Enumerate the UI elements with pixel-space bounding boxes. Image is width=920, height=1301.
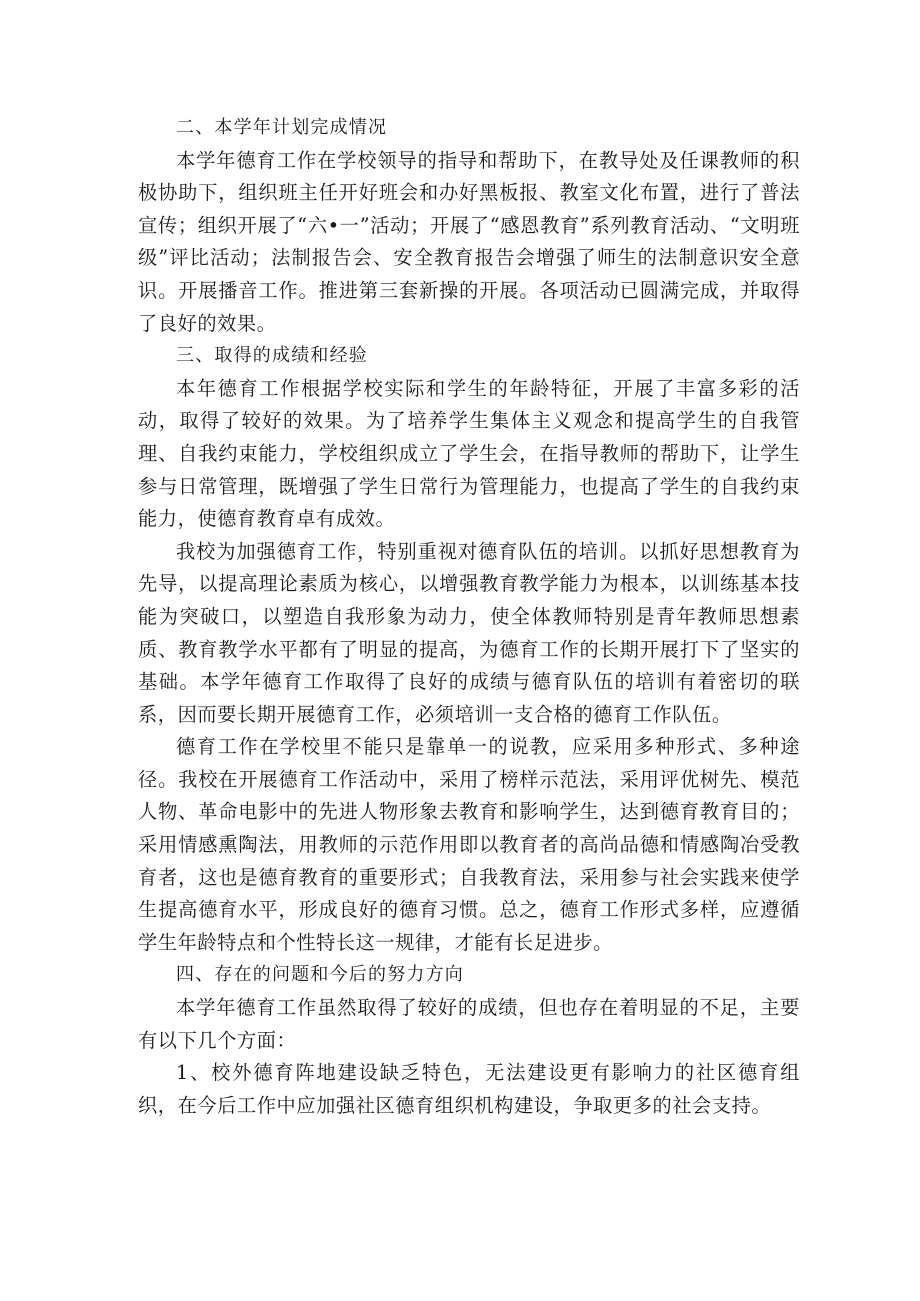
- paragraph: 1、校外德育阵地建设缺乏特色，无法建设更有影响力的社区德育组织，在今后工作中应加强社区德育组织机构建设，争取更多的社会支持。: [138, 1061, 800, 1117]
- paragraph: 本学年德育工作在学校领导的指导和帮助下，在教导处及任课教师的积极协助下，组织班主任开好班会和办好黑板报、教室文化布置，进行了普法宣传；组织开展了“六•一”活动；开展了“感恩教育”系列教育活动、“文明班级”评比活动；法制报告会、安全教育报告会增强了师生的法制意识安全意识。开展播音工作。推进第三套新操的开展。各项活动已圆满完成，并取得了良好的效果。: [138, 148, 800, 335]
- section-heading: 四、存在的问题和今后的努力方向: [176, 964, 464, 986]
- section-heading: 三、取得的成绩和经验: [176, 345, 368, 367]
- paragraph: 德育工作在学校里不能只是靠单一的说教，应采用多种形式、多种途径。我校在开展德育工作活动中，采用了榜样示范法，采用评优树先、模范人物、革命电影中的先进人物形象去教育和影响学生，达到德育教育目的；采用情感熏陶法，用教师的示范作用即以教育者的高尚品德和情感陶冶受教育者，这也是德育教育的重要形式；自我教育法，采用参与社会实践来使学生提高德育水平，形成良好的德育习惯。总之，德育工作形式多样，应遵循学生年龄特点和个性特长这一规律，才能有长足进步。: [138, 735, 800, 954]
- paragraph: 本年德育工作根据学校实际和学生的年龄特征，开展了丰富多彩的活动，取得了较好的效果。为了培养学生集体主义观念和提高学生的自我管理、自我约束能力，学校组织成立了学生会，在指导教师的帮助下，让学生参与日常管理，既增强了学生日常行为管理能力，也提高了学生的自我约束能力，使德育教育卓有成效。: [138, 376, 800, 531]
- paragraph: 我校为加强德育工作，特别重视对德育队伍的培训。以抓好思想教育为先导，以提高理论素质为核心，以增强教育教学能力为根本，以训练基本技能为突破口，以塑造自我形象为动力，使全体教师特别是青年教师思想素质、教育教学水平都有了明显的提高，为德育工作的长期开展打下了坚实的基础。本学年德育工作取得了良好的成绩与德育队伍的培训有着密切的联系，因而要长期开展德育工作，必须培训一支合格的德育工作队伍。: [138, 539, 800, 726]
- section-heading: 二、本学年计划完成情况: [176, 117, 388, 138]
- paragraph: 本学年德育工作虽然取得了较好的成绩，但也存在着明显的不足，主要有以下几个方面：: [138, 996, 800, 1052]
